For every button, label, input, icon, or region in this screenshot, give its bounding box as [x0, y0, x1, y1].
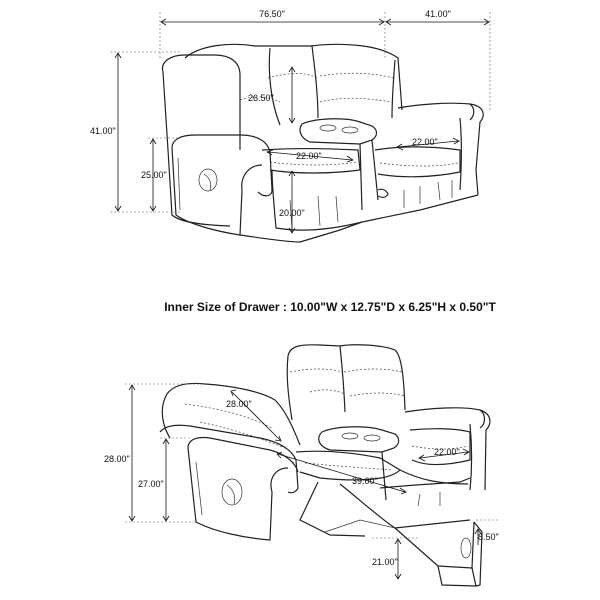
footrest-thickness-label: 8.50" [478, 532, 499, 542]
top-dimension-lines [110, 12, 490, 233]
seat-height-label: 20.00" [279, 208, 305, 218]
reclined-arm-height-label: 27.00" [138, 479, 164, 489]
overall-height-label: 41.00" [90, 126, 116, 136]
reclined-seat-depth-label: 22.00" [434, 447, 460, 457]
seat-depth-left-label: 22.00" [296, 151, 322, 161]
reclined-back-label: 28.00" [226, 399, 252, 409]
drawer-size-note: Inner Size of Drawer : 10.00"W x 12.75"D x 6.25"H x 0.50"T [164, 300, 496, 314]
reclined-loveseat-drawing [160, 345, 490, 586]
back-height-label: 26.50" [248, 93, 274, 103]
arm-height-label: 25.00" [141, 170, 167, 180]
reclined-height-label: 28.00" [104, 454, 130, 464]
reclined-depth-label: 39.00" [352, 476, 378, 486]
arm-width-label: 41.00" [425, 9, 451, 19]
overall-width-label: 76.50" [259, 9, 285, 19]
footrest-height-label: 21.00" [372, 557, 398, 567]
top-dimension-labels [90, 9, 451, 218]
seat-depth-right-label: 22.00" [412, 137, 438, 147]
bottom-dimension-lines [125, 384, 500, 579]
